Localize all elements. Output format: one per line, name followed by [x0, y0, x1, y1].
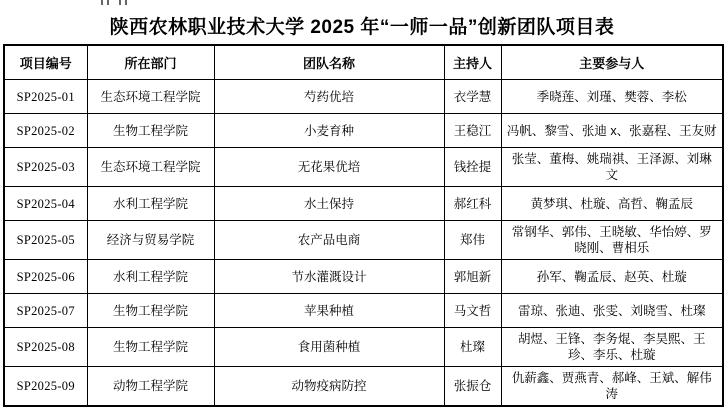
projects-table	[3, 44, 724, 407]
cell-participants: 胡煜、王锋、李务焜、李昊熙、王珍、李乐、杜璇	[501, 328, 723, 367]
cell-department: 生态环境工程学院	[87, 148, 214, 187]
cell-participants: 孙军、鞠孟辰、赵英、杜璇	[501, 260, 723, 294]
cell-participants: 仇薪鑫、贾燕青、郝峰、王斌、解伟涛	[501, 367, 723, 407]
cell-department: 生物工程学院	[87, 328, 214, 367]
table-row	[4, 221, 723, 260]
cell-project-id: SP2025-01	[4, 80, 87, 114]
cell-team-name: 水土保持	[214, 187, 444, 221]
cell-department: 生物工程学院	[87, 114, 214, 148]
cell-participants: 季晓莲、刘瑾、樊蓉、李松	[501, 80, 723, 114]
cell-department: 经济与贸易学院	[87, 221, 214, 260]
cell-participants: 常钢华、郭伟、王晓敏、华怡婷、罗晓刚、曹相乐	[501, 221, 723, 260]
cell-department: 生物工程学院	[87, 294, 214, 328]
cell-participants: 冯帆、黎雪、张迪 x、张嘉程、王友财	[501, 114, 723, 148]
page-title: 陕西农林职业技术大学 2025 年“一师一品”创新团队项目表	[109, 17, 615, 38]
cell-project-id: SP2025-09	[4, 367, 87, 407]
table-body	[4, 80, 723, 407]
table-row	[4, 148, 723, 187]
clipped-text-artifact	[101, 0, 135, 5]
table-row	[4, 187, 723, 221]
header-project-id: 项目编号	[4, 45, 87, 80]
cell-leader: 杜璨	[444, 328, 501, 367]
table-row	[4, 260, 723, 294]
cell-department: 水利工程学院	[87, 260, 214, 294]
cell-team-name: 小麦育种	[214, 114, 444, 148]
cell-project-id: SP2025-07	[4, 294, 87, 328]
header-team-name: 团队名称	[214, 45, 444, 80]
cell-leader: 郭旭新	[444, 260, 501, 294]
cell-project-id: SP2025-02	[4, 114, 87, 148]
header-leader: 主持人	[444, 45, 501, 80]
cell-leader: 郑伟	[444, 221, 501, 260]
cell-leader: 张振仓	[444, 367, 501, 407]
table-row	[4, 294, 723, 328]
table-header	[4, 45, 723, 80]
cell-team-name: 节水灌溉设计	[214, 260, 444, 294]
cell-team-name: 苹果种植	[214, 294, 444, 328]
cell-department: 动物工程学院	[87, 367, 214, 407]
table-row	[4, 367, 723, 407]
cell-project-id: SP2025-05	[4, 221, 87, 260]
cell-department: 水利工程学院	[87, 187, 214, 221]
header-participants: 主要参与人	[501, 45, 723, 80]
cell-project-id: SP2025-04	[4, 187, 87, 221]
cell-leader: 马文哲	[444, 294, 501, 328]
cell-participants: 黄梦琪、杜璇、高哲、鞠孟辰	[501, 187, 723, 221]
cell-team-name: 无花果优培	[214, 148, 444, 187]
header-department: 所在部门	[87, 45, 214, 80]
cell-project-id: SP2025-08	[4, 328, 87, 367]
header-row	[4, 45, 723, 80]
cell-team-name: 芍药优培	[214, 80, 444, 114]
cell-leader: 郝红科	[444, 187, 501, 221]
cell-leader: 王稳江	[444, 114, 501, 148]
cell-participants: 雷琼、张迪、张雯、刘晓雪、杜璨	[501, 294, 723, 328]
table-row	[4, 80, 723, 114]
cell-team-name: 动物疫病防控	[214, 367, 444, 407]
cell-team-name: 农产品电商	[214, 221, 444, 260]
cell-project-id: SP2025-06	[4, 260, 87, 294]
cell-team-name: 食用菌种植	[214, 328, 444, 367]
table-row	[4, 328, 723, 367]
cell-leader: 钱拴提	[444, 148, 501, 187]
cell-participants: 张莹、董梅、姚瑞祺、王泽源、刘琳文	[501, 148, 723, 187]
cell-project-id: SP2025-03	[4, 148, 87, 187]
cell-leader: 衣学慧	[444, 80, 501, 114]
table-row	[4, 114, 723, 148]
cell-department: 生态环境工程学院	[87, 80, 214, 114]
